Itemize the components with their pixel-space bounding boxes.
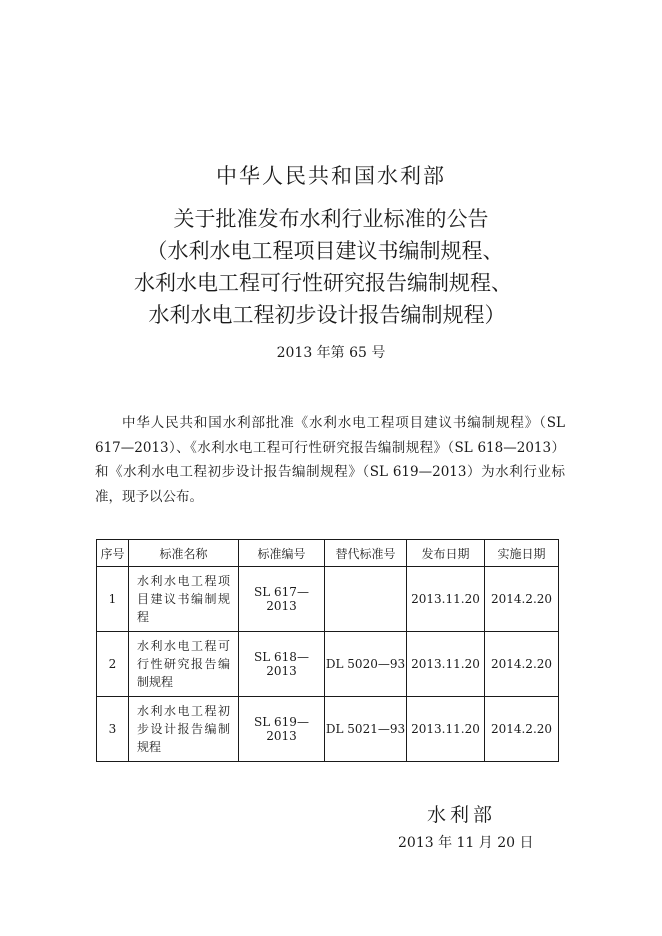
table-row: [97, 697, 559, 762]
cell-code: SL 619—2013: [239, 697, 325, 762]
ministry-name: 中华人民共和国水利部: [216, 164, 446, 188]
cell-replaces: DL 5021—93: [325, 697, 407, 762]
cell-replaces: DL 5020—93: [325, 632, 407, 697]
header-effective: 实施日期: [485, 540, 559, 567]
header-code: 标准编号: [239, 540, 325, 567]
announcement-title-line-1: 关于批准发布水利行业标准的公告: [173, 207, 489, 231]
document-number: 2013 年第 65 号: [276, 345, 386, 361]
cell-no: 1: [97, 567, 129, 632]
cell-no: 3: [97, 697, 129, 762]
cell-published: 2013.11.20: [407, 567, 485, 632]
signature-organization: 水利部: [427, 804, 497, 826]
table-row: [97, 632, 559, 697]
cell-effective: 2014.2.20: [485, 632, 559, 697]
signature-date: 2013 年 11 月 20 日: [398, 835, 534, 851]
body-paragraph: 中华人民共和国水利部批准《水利水电工程项目建议书编制规程》（SL 617—2013）、《水利水电工程可行性研究报告编制规程》（SL 618—2013）和《水利水电工程初步设计报告编制规程》（SL 619—2013）为水利行业标准，现予以公布。: [95, 415, 565, 505]
announcement-body: [95, 411, 565, 509]
cell-effective: 2014.2.20: [485, 697, 559, 762]
announcement-title-line-3: 水利水电工程可行性研究报告编制规程、: [134, 271, 512, 295]
header-name: 标准名称: [129, 540, 239, 567]
cell-published: 2013.11.20: [407, 632, 485, 697]
cell-effective: 2014.2.20: [485, 567, 559, 632]
cell-name: 水利水电工程可行性研究报告编制规程: [129, 632, 239, 697]
header-published: 发布日期: [407, 540, 485, 567]
cell-name: 水利水电工程项目建议书编制规程: [129, 567, 239, 632]
cell-code: SL 618—2013: [239, 632, 325, 697]
cell-code: SL 617—2013: [239, 567, 325, 632]
header-no: 序号: [97, 540, 129, 567]
announcement-title-line-4: 水利水电工程初步设计报告编制规程）: [148, 303, 506, 327]
standards-table: [96, 539, 559, 762]
cell-replaces: [325, 567, 407, 632]
cell-published: 2013.11.20: [407, 697, 485, 762]
table-row: [97, 567, 559, 632]
table-header-row: [97, 540, 559, 567]
header-replaces: 替代标准号: [325, 540, 407, 567]
announcement-title-line-2: （水利水电工程项目建议书编制规程、: [146, 239, 504, 263]
cell-no: 2: [97, 632, 129, 697]
cell-name: 水利水电工程初步设计报告编制规程: [129, 697, 239, 762]
